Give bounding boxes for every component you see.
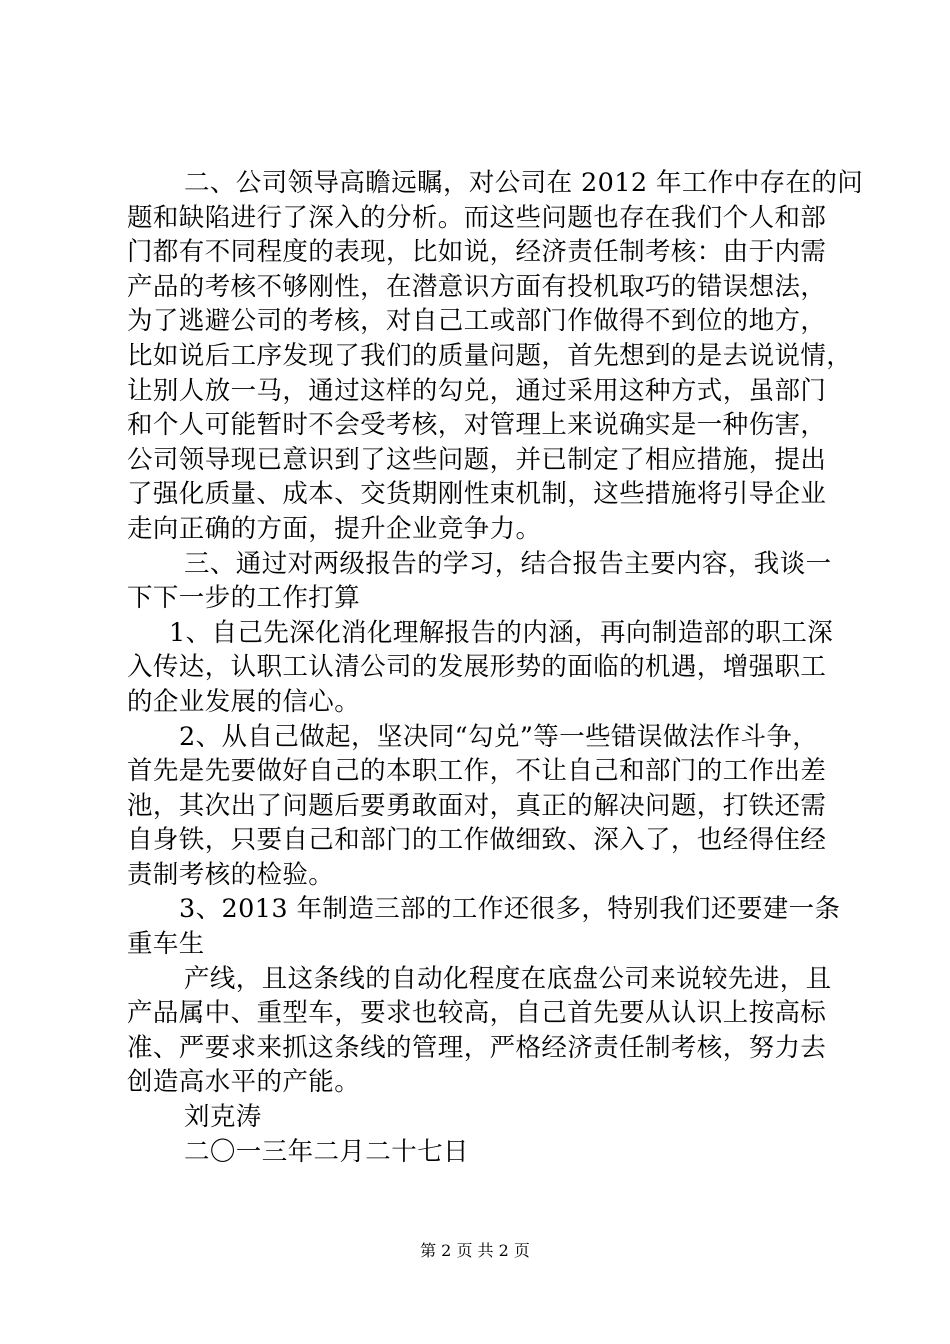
paragraph-line: 公司领导现已意识到了这些问题，并已制定了相应措施，提出 xyxy=(127,444,827,475)
document-body xyxy=(127,166,864,1169)
paragraph-line: 责制考核的检验。 xyxy=(127,859,335,890)
paragraph-line: 和个人可能暂时不会受考核，对管理上来说确实是一种伤害， xyxy=(127,410,827,441)
paragraph-line: 准、严要求来抓这条线的管理，严格经济责任制考核，努力去 xyxy=(127,1032,827,1063)
paragraph-line: 首先是先要做好自己的本职工作，不让自己和部门的工作出差 xyxy=(127,756,827,787)
paragraph-line: 产线，且这条线的自动化程度在底盘公司来说较先进，且 xyxy=(184,963,832,994)
paragraph-line: 为了逃避公司的考核，对自己工或部门作做得不到位的地方， xyxy=(127,306,827,337)
paragraph-line: 三、通过对两级报告的学习，结合报告主要内容，我谈一 xyxy=(184,548,832,579)
paragraph-line: 1、自己先深化消化理解报告的内涵，再向制造部的职工深 xyxy=(169,617,834,648)
paragraph-line: 自身铁，只要自己和部门的工作做细致、深入了，也经得住经 xyxy=(127,825,827,856)
paragraph-line: 门都有不同程度的表现，比如说，经济责任制考核：由于内需 xyxy=(127,237,827,268)
paragraph-line: 二、公司领导高瞻远瞩，对公司在 2012 年工作中存在的问 xyxy=(184,168,864,198)
paragraph-line: 走向正确的方面，提升企业竞争力。 xyxy=(127,513,542,544)
paragraph-line: 了强化质量、成本、交货期刚性束机制，这些措施将引导企业 xyxy=(127,479,827,510)
paragraph-line: 2、从自己做起，坚决同“勾兑”等一些错误做法作斗争， xyxy=(179,721,819,752)
paragraph-line: 比如说后工序发现了我们的质量问题，首先想到的是去说说情， xyxy=(127,340,853,371)
paragraph-line: 池，其次出了问题后要勇敢面对，真正的解决问题，打铁还需 xyxy=(127,790,827,821)
paragraph-line: 3、2013 年制造三部的工作还很多，特别我们还要建一条 xyxy=(179,894,841,925)
page-footer: 第 2 页 共 2 页 xyxy=(420,1241,530,1260)
paragraph-line: 入传达，认职工认清公司的发展形势的面临的机遇，增强职工 xyxy=(127,652,827,683)
paragraph-line: 下下一步的工作打算 xyxy=(127,583,361,614)
paragraph-line: 的企业发展的信心。 xyxy=(127,686,361,717)
paragraph-line: 让别人放一马，通过这样的勾兑，通过采用这种方式，虽部门 xyxy=(127,375,827,406)
paragraph-line: 产品的考核不够刚性，在潜意识方面有投机取巧的错误想法， xyxy=(127,271,827,302)
signature-date: 二〇一三年二月二十七日 xyxy=(184,1136,469,1167)
paragraph-line: 产品属中、重型车，要求也较高，自己首先要从认识上按高标 xyxy=(127,998,827,1029)
signature-name: 刘克涛 xyxy=(184,1102,262,1133)
paragraph-line: 创造高水平的产能。 xyxy=(127,1067,361,1098)
paragraph-line: 重车生 xyxy=(127,929,205,960)
paragraph-line: 题和缺陷进行了深入的分析。而这些问题也存在我们个人和部 xyxy=(127,202,827,233)
